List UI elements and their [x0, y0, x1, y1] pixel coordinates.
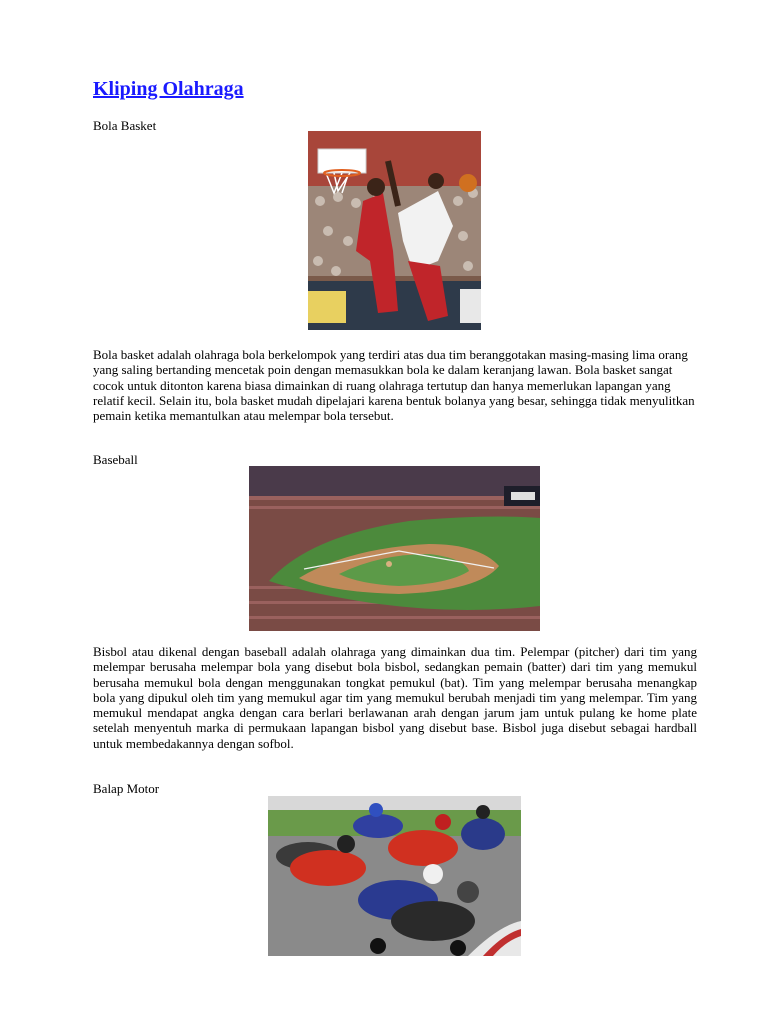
basketball-photo: [308, 131, 481, 330]
section-heading-baseball: Baseball: [93, 452, 138, 467]
section-heading-motor-racing: Balap Motor: [93, 781, 160, 796]
motorcycle-racing-photo: [268, 796, 521, 956]
section-heading-basketball: Bola Basket: [93, 118, 157, 133]
document-title: Kliping Olahraga: [93, 78, 244, 100]
baseball-stadium-photo: [249, 466, 540, 631]
section-text-baseball: Bisbol atau dikenal dengan baseball adalah olahraga yang dimainkan dua tim. Pelempar (pitcher) dari tim yang melempar berusaha melempar bola yang disebut bola bisbol, sedangkan pemain (batter) dari tim yang memukul berusaha memukul bola dengan menggunakan tongkat pemukul (bat). Tim yang melempar berusaha menangkap bola yang dipukul oleh tim yang memukul agar tim yang memukul berubah menjadi tim yang melempar. Tim yang memukul mendapat angka dengan cara berlari berlawanan arah dengan jarum jam untuk pulang ke home plate setelah menyentuh marka di permukaan lapangan bisbol yang disebut base. Bisbol juga disebut sebagai hardball untuk membedakannya dengan sofbol.: [93, 644, 697, 751]
section-text-basketball: Bola basket adalah olahraga bola berkelompok yang terdiri atas dua tim beranggotakan masing-masing lima orang yang saling bertanding mencetak poin dengan memasukkan bola ke dalam keranjang lawan. Bola basket sangat cocok untuk ditonton karena biasa dimainkan di ruang olahraga tertutup dan hanya memerlukan lapangan yang relatif kecil. Selain itu, bola basket mudah dipelajari karena bentuk bolanya yang besar, sehingga tidak menyulitkan pemain ketika memantulkan atau melempar bola tersebut.: [93, 347, 695, 424]
